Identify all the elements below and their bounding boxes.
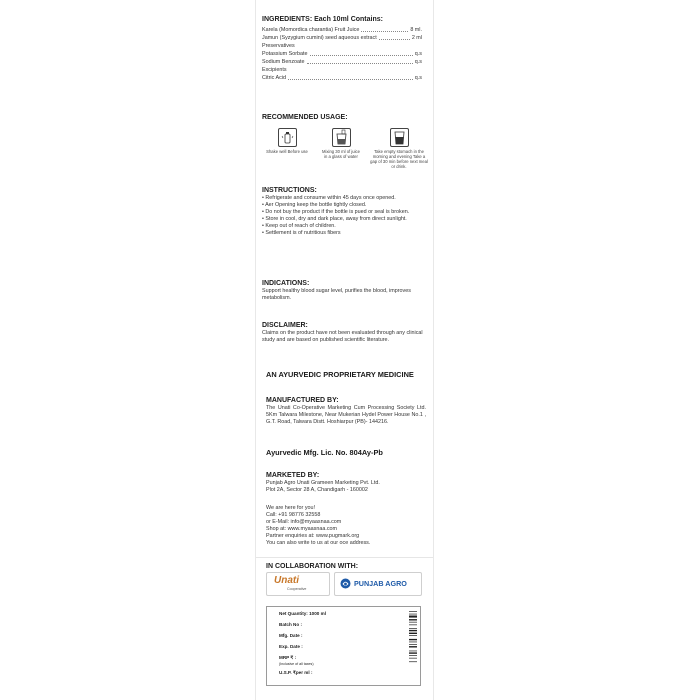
- punjab-agro-logo: [334, 572, 422, 596]
- manufacturer-address: The Unati Co-Operative Marketing Cum Processing Society Ltd. 5Km Talwara Milestone, Near Mukerian Hydel Power House No.1 , G.T. Road, Talwara Distt. Hoshiarpur (PB)- 144216.: [266, 405, 426, 426]
- mrp-note: (Inclusive of all taxes): [279, 662, 314, 666]
- punjab-agro-emblem-icon: [340, 578, 351, 589]
- unati-logo: [266, 572, 330, 596]
- exp-date: Exp. Date :: [279, 644, 303, 649]
- contact-phone: Call: +91 98776 32558: [266, 512, 321, 519]
- net-quantity: Net Quantity: 1000 ml: [279, 611, 326, 616]
- usage-caption: Mixing 30 ml of juice in a glass of water: [322, 149, 360, 159]
- usage-caption: Take empty stomach in the morning and evening Take a gap of 30 min before next meal or drink.: [370, 149, 428, 169]
- manufacturer-title: MANUFACTURED BY:: [266, 397, 339, 404]
- ingredient-row: Potassium Sorbate q.s: [262, 51, 422, 57]
- ingredients-title: INGREDIENTS: Each 10ml Contains:: [262, 16, 383, 23]
- unati-logo-subtext: Cooperative: [287, 587, 307, 591]
- category-heading: AN AYURVEDIC PROPRIETARY MEDICINE: [266, 370, 414, 379]
- ingredient-row: Citric Acid q.s: [262, 75, 422, 81]
- marketer-line: Plot 2A, Sector 28 A, Chandigarh - 160002: [266, 487, 368, 494]
- instructions-title: INSTRUCTIONS:: [262, 187, 317, 194]
- ingredient-row: Sodium Benzoate q.s: [262, 59, 422, 65]
- disclaimer-text: Claims on the product have not been evaluated through any clinical study and are based on published scientific literature.: [262, 330, 423, 344]
- unati-logo-text: Unati: [274, 575, 299, 586]
- batch-number: Batch No :: [279, 622, 302, 627]
- contact-email: or E-Mail: info@myaasnaa.com: [266, 519, 342, 526]
- contact-line: We are here for you!: [266, 505, 316, 511]
- license-number: Ayurvedic Mfg. Lic. No. 804Ay-Pb: [266, 448, 383, 457]
- product-label: [256, 0, 433, 700]
- ingredient-row: Jamun (Syzygium cumini) seed aqueous extract 2 ml: [262, 35, 422, 41]
- instruction-item: • Settlement is of nutritious fibers: [262, 230, 341, 237]
- divider: [256, 557, 433, 558]
- glass-icon: [390, 128, 409, 147]
- ingredient-row: Preservatives: [262, 43, 295, 49]
- usage-title: RECOMMENDED USAGE:: [262, 114, 348, 121]
- usage-caption: Shake well Before use: [266, 149, 308, 154]
- barcode: [409, 611, 417, 681]
- mfg-date: Mfg. Date :: [279, 633, 303, 638]
- marketer-line: Punjab Agro Unati Grameen Marketing Pvt. Ltd.: [266, 480, 380, 486]
- indications-text: Support healthy blood sugar level, purifies the blood, improves metabolism.: [262, 288, 411, 302]
- marketer-address: [266, 480, 426, 494]
- mrp: MRP ₹ :: [279, 655, 297, 660]
- indications-title: INDICATIONS:: [262, 280, 310, 287]
- disclaimer-title: DISCLAIMER:: [262, 322, 308, 329]
- instruction-item: • Keep out of reach of children.: [262, 223, 336, 230]
- instruction-item: • Store in cool, dry and dark place, away from direct sunlight.: [262, 216, 407, 223]
- instruction-item: • Aer Opening keep the bottle tightly closed.: [262, 202, 367, 209]
- instruction-item: • Refrigerate and consume within 45 days once opened.: [262, 195, 396, 201]
- shake-bottle-icon: [278, 128, 297, 147]
- instruction-item: • Do not buy the product if the bottle is pued or seal is broken.: [262, 209, 410, 216]
- punjab-agro-logo-text: PUNJAB AGRO: [354, 579, 407, 588]
- contact-shop-link: Shop at: www.myaasnaa.com: [266, 526, 338, 533]
- usp-per-ml: U.S.P. ₹per ml :: [279, 670, 313, 675]
- glass-of-juice-icon: [332, 128, 351, 147]
- marketer-title: MARKETED BY:: [266, 472, 320, 479]
- instructions-list: [262, 195, 426, 238]
- collaboration-title: IN COLLABORATION WITH:: [266, 563, 359, 570]
- contact-partner-link: Partner enquiries at: www.pugmark.org: [266, 533, 360, 540]
- ingredient-row: Excipients: [262, 67, 287, 73]
- contact-line: You can also write to us at our oce address.: [266, 540, 371, 547]
- contact-block: [266, 505, 426, 548]
- packing-details-box: [266, 606, 421, 686]
- ingredient-row: Karela (Momordica charantia) Fruit Juice 8 ml.: [262, 27, 422, 33]
